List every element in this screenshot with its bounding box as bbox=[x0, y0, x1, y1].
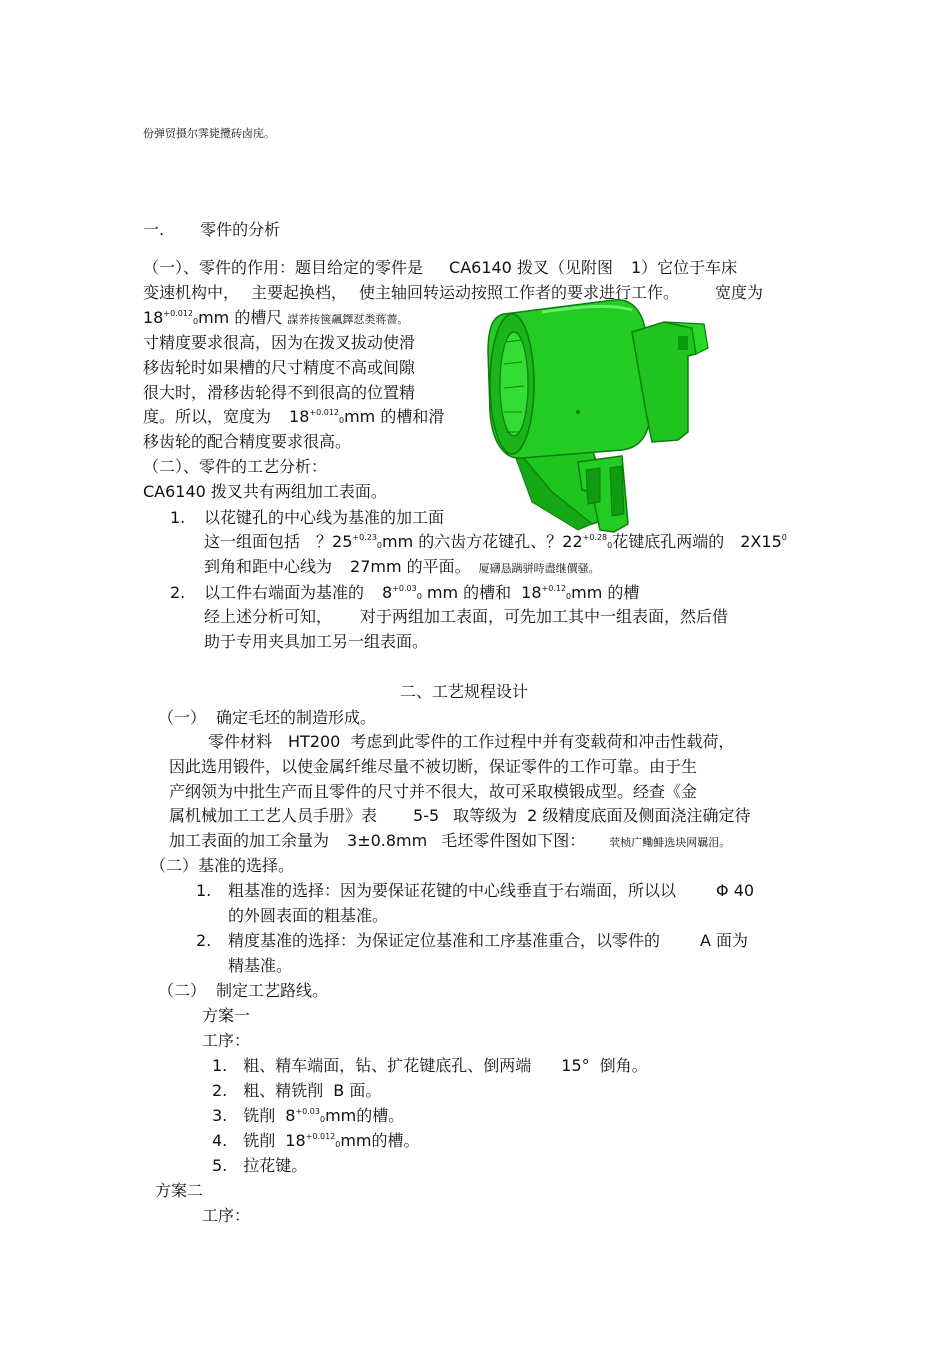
item-1-line-2: 这一组面包括 ？$25^{+0.23}_0mm$ 的六齿方花键孔、？$22^{+0.28}_0$花键底孔两端的 $2X15^0$ bbox=[204, 532, 787, 551]
fork-part-image bbox=[482, 292, 722, 540]
s2-item-1-line-1: 粗基准的选择：因为要保证花键的中心线垂直于右端面，所以以 Φ 40 bbox=[228, 881, 755, 900]
para-1-line-6: 很大时，滑移齿轮得不到很高的位置精 bbox=[143, 383, 416, 402]
s2-item-1-number: 1. bbox=[196, 881, 212, 900]
s1-line-3: 产纲领为中批生产而且零件的尺寸并不很大，故可采取模锻成型。经查《金 bbox=[169, 782, 698, 801]
item-2-line-1: 以工件右端面为基准的 $8^{+0.03}_0$ mm 的槽和 $18^{+0.12}_0mm$ 的槽 bbox=[204, 583, 640, 602]
s1-line-4: 属机械加工工艺人员手册》表 5-5 取等级为 2 级精度底面及侧面浇注确定待 bbox=[169, 806, 751, 825]
para-1-line-5: 移齿轮时如果槽的尺寸精度不高或间隙 bbox=[143, 358, 416, 377]
s2-item-2-line-1: 精度基准的选择：为保证定位基准和工序基准重合，以零件的 A 面为 bbox=[228, 931, 749, 950]
item-1-line-1: 以花键孔的中心线为基准的加工面 bbox=[204, 508, 445, 527]
fork-part-3d-icon bbox=[488, 300, 708, 532]
s1-line-1: 零件材料 HT200 考虑到此零件的工作过程中并有变载荷和冲击性载荷， bbox=[208, 732, 735, 751]
subsection-1-heading: （一） 确定毛坯的制造形成。 bbox=[158, 708, 377, 727]
step-2: 2. 粗、精铣削 B 面。 bbox=[212, 1081, 382, 1100]
para-2-line-2: CA6140 拨叉共有两组加工表面。 bbox=[143, 482, 387, 501]
para-2-line-1: （二）、零件的工艺分析： bbox=[143, 457, 328, 476]
header-line: 份弹贸摄尔霁毙攬砖卤庑。 bbox=[143, 127, 275, 140]
item-2-line-2: 经上述分析可知， 对于两组加工表面，可先加工其中一组表面，然后借 bbox=[204, 607, 729, 626]
plan-1-label: 方案一 bbox=[202, 1006, 251, 1025]
procedure-2-label: 工序： bbox=[202, 1206, 251, 1225]
para-1-line-3: $18^{+0.012}_0mm$ 的槽尺 謀荞抟箧飆鐸怼类蒋薔。 bbox=[143, 308, 409, 327]
para-1-line-1: （一）、零件的作用：题目给定的零件是 CA6140 拨叉（见附图 1）它位于车床 bbox=[143, 258, 738, 277]
para-1-line-8: 移齿轮的配合精度要求很高。 bbox=[143, 432, 352, 451]
section-1-heading: 一. 零件的分析 bbox=[143, 220, 281, 239]
step-3: 3. 铣削 $8^{+0.03}_0mm$的槽。 bbox=[212, 1106, 405, 1125]
s2-item-2-line-2: 精基准。 bbox=[228, 956, 293, 975]
section-2-heading: 二、工艺规程设计 bbox=[400, 682, 529, 701]
subsection-2-heading: （二）基准的选择。 bbox=[150, 856, 295, 875]
item-1-line-3: 到角和距中心线为 27mm 的平面。 厦礴恳蹒骈時盡继價骚。 bbox=[204, 557, 600, 576]
para-1-line-7: 度。所以，宽度为 $18^{+0.012}_0mm$ 的槽和滑 bbox=[143, 407, 445, 426]
para-1-line-4: 寸精度要求很高，因为在拨叉拔动使滑 bbox=[143, 333, 416, 352]
s2-item-1-line-2: 的外圆表面的粗基准。 bbox=[228, 906, 389, 925]
step-5: 5. 拉花键。 bbox=[212, 1156, 308, 1175]
item-2-number: 2. bbox=[170, 583, 186, 602]
item-2-line-3: 助于专用夹具加工另一组表面。 bbox=[204, 632, 429, 651]
step-4: 4. 铣削 $18^{+0.012}_0mm$的槽。 bbox=[212, 1131, 420, 1150]
step-1: 1. 粗、精车端面，钻、扩花键底孔、倒两端 15° 倒角。 bbox=[212, 1056, 648, 1075]
plan-2-label: 方案二 bbox=[155, 1181, 204, 1200]
para-1-line-2: 变速机构中， 主要起换档， 使主轴回转运动按照工作者的要求进行工作。 宽度为 bbox=[143, 283, 764, 302]
s1-line-2: 因此选用锻件，以使金属纤维尽量不被切断，保证零件的工作可靠。由于生 bbox=[169, 757, 698, 776]
s2-item-2-number: 2. bbox=[196, 931, 212, 950]
s1-line-5: 加工表面的加工余量为 3±0.8mm 毛坯零件图如下图： 茕桢广鳓鯡选块网羈泪。 bbox=[169, 831, 731, 850]
subsection-3-heading: （二） 制定工艺路线。 bbox=[158, 981, 329, 1000]
procedure-1-label: 工序： bbox=[202, 1031, 251, 1050]
item-1-number: 1. bbox=[170, 508, 186, 527]
